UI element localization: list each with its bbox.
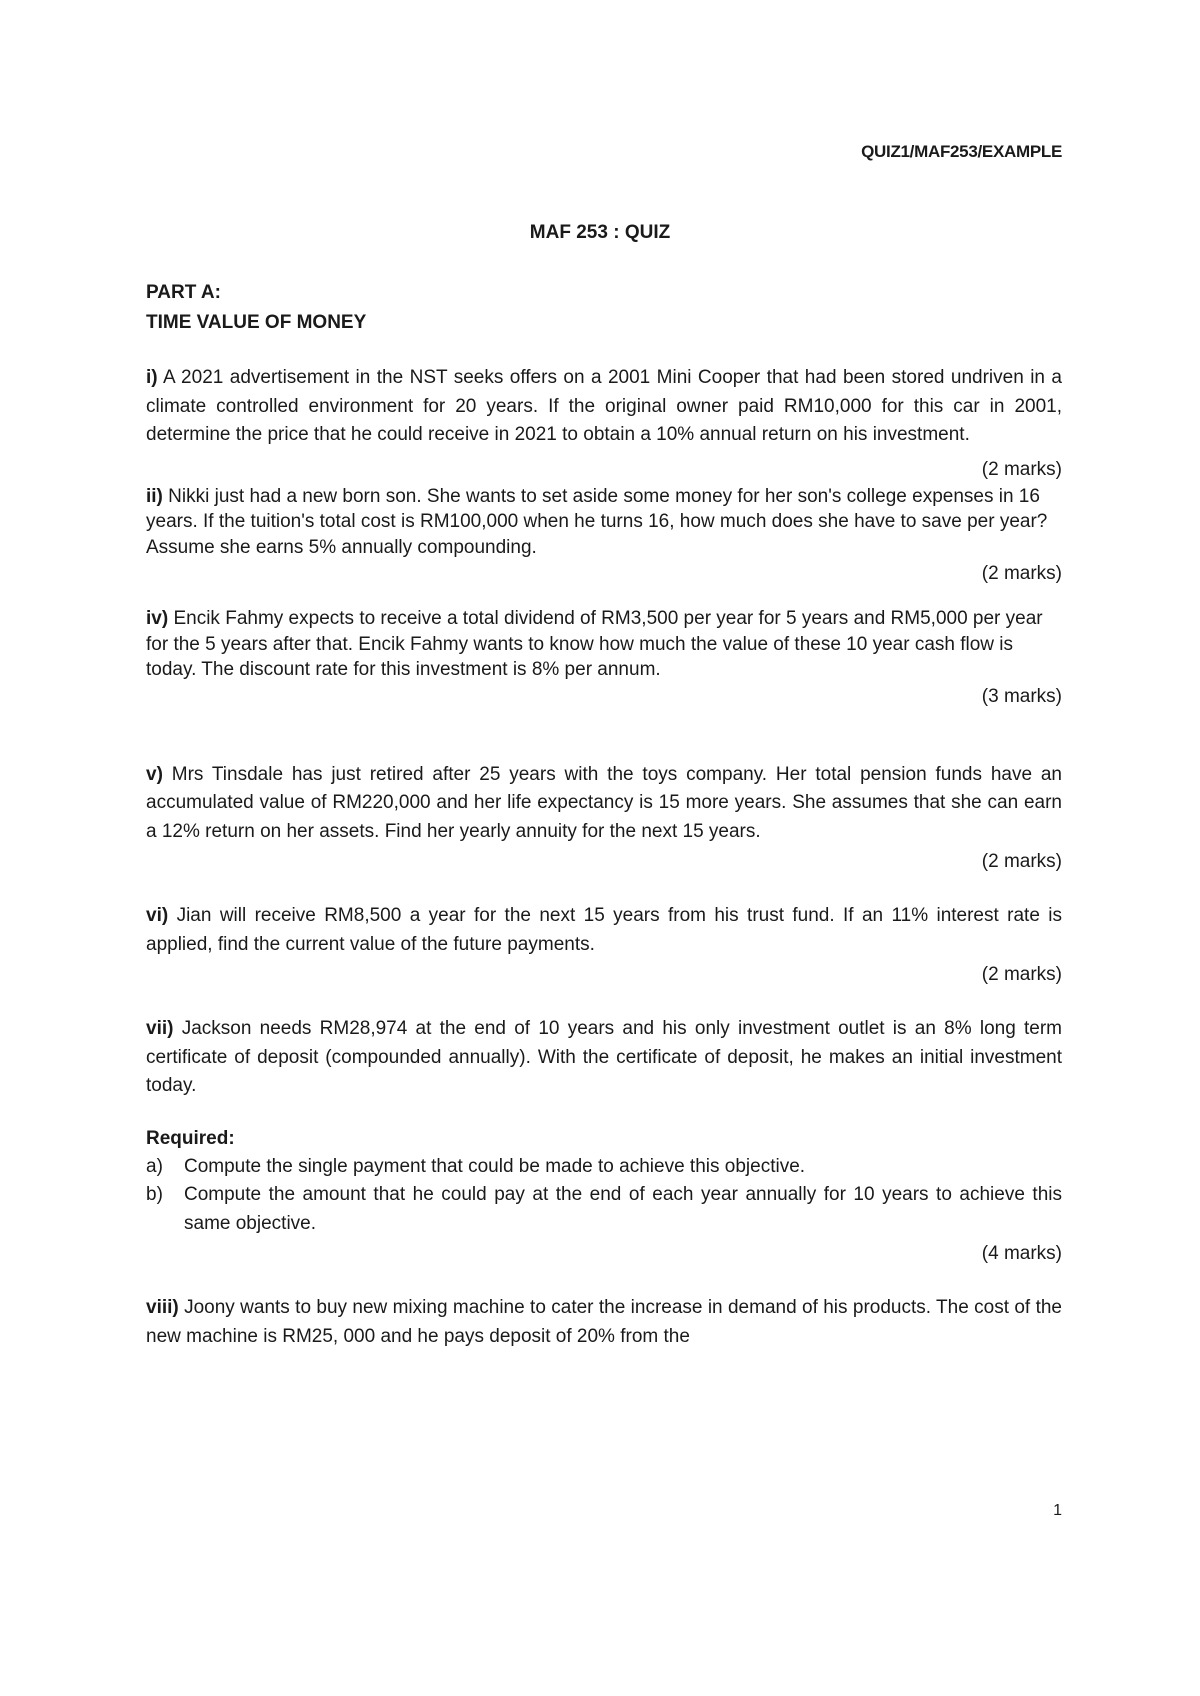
required-item-label: a): [146, 1155, 163, 1177]
page-title: MAF 253 : QUIZ: [529, 222, 671, 243]
question-number: v): [146, 763, 163, 785]
document-body: [146, 278, 1062, 1351]
question-text: Jian will receive RM8,500 a year for the next 15 years from his trust fund. If an 11% interest rate is applied, find the current value of the future payments.: [146, 905, 1063, 955]
required-item-text: Compute the amount that he could pay at the end of each year annually for 10 years to achieve this same objective.: [184, 1184, 1062, 1234]
question-marks: (3 marks): [981, 685, 1062, 707]
question-marks: (2 marks): [981, 458, 1062, 480]
question-number: i): [146, 367, 158, 388]
question-5: [146, 761, 1062, 847]
required-heading: Required:: [146, 1127, 235, 1149]
required-item-label: b): [146, 1184, 163, 1205]
question-text: Jackson needs RM28,974 at the end of 10 years and his only investment outlet is an 8% long term certificate of deposit (compounded annually). With the certificate of deposit, he makes an initial investment today.: [146, 1018, 1063, 1096]
question-text: Joony wants to buy new mixing machine to cater the increase in demand of his products. The cost of the new machine is RM25, 000 and he pays deposit of 20% from the: [146, 1297, 1062, 1347]
required-item-a: [146, 1153, 1062, 1182]
question-number: vii): [146, 1018, 174, 1039]
question-1: [146, 364, 1062, 450]
question-marks: (2 marks): [981, 964, 1062, 985]
question-marks: (4 marks): [981, 1243, 1062, 1264]
question-6: [146, 902, 1062, 959]
question-number: iv): [146, 608, 169, 629]
question-text: Nikki just had a new born son. She wants to set aside some money for her son's college expenses in 16 years. If the tuition's total cost is RM100,000 when he turns 16, how much does she have to save per year? Assume she earns 5% annually compounding.: [146, 485, 1048, 558]
question-text: A 2021 advertisement in the NST seeks offers on a 2001 Mini Cooper that had been stored undriven in a climate controlled environment for 20 years. If the original owner paid RM10,000 for this car in 2001, determine the price that he could receive in 2021 to obtain a 10% annual return on his investment.: [146, 367, 1062, 445]
question-2: [146, 484, 1062, 561]
question-text: Mrs Tinsdale has just retired after 25 years with the toys company. Her total pension funds have an accumulated value of RM220,000 and her life expectancy is 15 more years. She assumes that she can earn a 12% return on her assets. Find her yearly annuity for the next 15 years.: [146, 763, 1062, 842]
document-reference: QUIZ1/MAF253/EXAMPLE: [861, 142, 1062, 161]
question-7: [146, 1015, 1062, 1101]
page-number: 1: [1053, 1502, 1062, 1519]
question-number: ii): [146, 485, 163, 507]
question-marks: (2 marks): [981, 563, 1062, 584]
required-item-text: Compute the single payment that could be made to achieve this objective.: [184, 1155, 806, 1177]
question-number: viii): [146, 1297, 179, 1318]
question-marks: (2 marks): [981, 851, 1062, 872]
part-topic: TIME VALUE OF MONEY: [146, 312, 367, 333]
question-text: Encik Fahmy expects to receive a total dividend of RM3,500 per year for 5 years and RM5,000 per year for the 5 years after that. Encik Fahmy wants to know how much the value of these 10 year cash flow is today. The discount rate for this investment is 8% per annum.: [146, 608, 1043, 680]
question-4: [146, 606, 1062, 683]
question-8: [146, 1294, 1062, 1351]
part-label: PART A:: [146, 282, 221, 303]
question-number: vi): [146, 905, 169, 926]
required-item-b: [146, 1181, 1062, 1238]
